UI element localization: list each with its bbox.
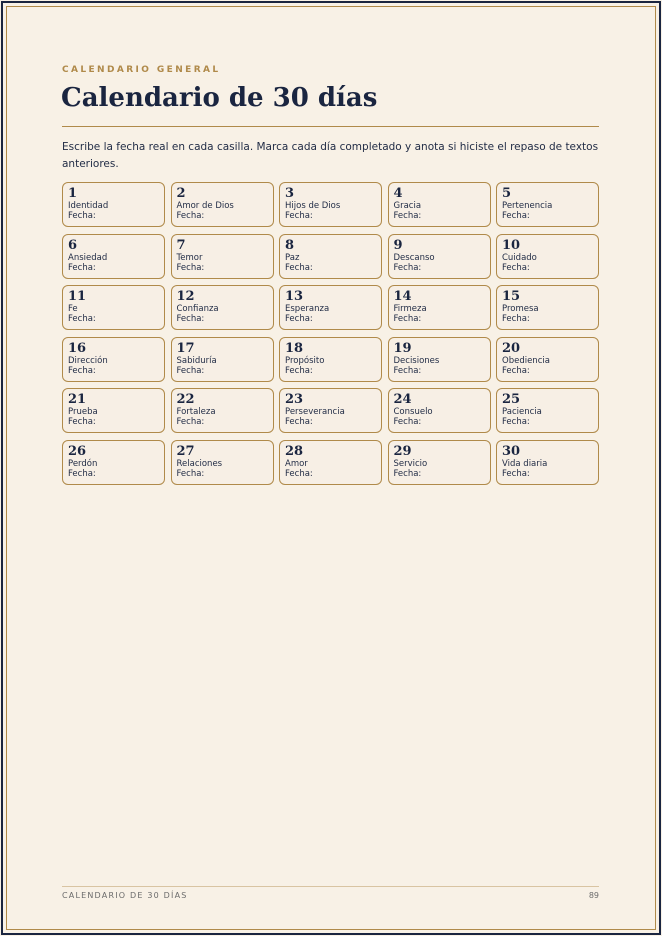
day-topic: Cuidado bbox=[502, 252, 537, 263]
day-number: 11 bbox=[68, 289, 87, 304]
day-date-label: Fecha: bbox=[393, 314, 422, 324]
day-date-label: Fecha: bbox=[393, 417, 422, 427]
day-cell[interactable] bbox=[171, 337, 274, 382]
day-cell[interactable] bbox=[279, 182, 382, 227]
day-number: 26 bbox=[68, 443, 87, 459]
day-topic: Vida diaria bbox=[502, 458, 548, 469]
page-number: 89 bbox=[588, 891, 599, 900]
day-topic: Perseverancia bbox=[285, 407, 345, 417]
day-topic: Confianza bbox=[176, 304, 219, 314]
calendar-grid bbox=[62, 182, 599, 485]
day-number: 21 bbox=[68, 392, 87, 407]
section-kicker: CALENDARIO GENERAL bbox=[62, 65, 221, 75]
day-number: 18 bbox=[285, 340, 304, 356]
day-cell[interactable] bbox=[279, 285, 382, 330]
day-cell[interactable] bbox=[279, 337, 382, 382]
day-date-label: Fecha: bbox=[285, 314, 313, 324]
intro-text: Escribe la fecha real en cada casilla. Marca cada día completado y anota si hiciste el repaso de textos anteriores. bbox=[62, 141, 599, 170]
day-topic: Obediencia bbox=[502, 355, 550, 366]
day-date-label: Fecha: bbox=[285, 468, 313, 479]
day-date-label: Fecha: bbox=[68, 314, 96, 324]
day-date-label: Fecha: bbox=[285, 417, 313, 427]
day-topic: Fe bbox=[68, 304, 78, 314]
day-cell[interactable] bbox=[62, 285, 165, 330]
day-cell[interactable] bbox=[496, 182, 599, 227]
day-number: 23 bbox=[285, 392, 304, 407]
day-cell[interactable] bbox=[62, 388, 165, 433]
day-number: 7 bbox=[176, 237, 186, 253]
day-topic: Gracia bbox=[393, 201, 422, 211]
day-number: 13 bbox=[285, 289, 304, 304]
day-topic: Esperanza bbox=[285, 304, 330, 314]
day-cell[interactable] bbox=[496, 440, 599, 485]
day-cell[interactable] bbox=[171, 388, 274, 433]
day-cell[interactable] bbox=[171, 440, 274, 485]
day-topic: Consuelo bbox=[393, 407, 433, 417]
day-date-label: Fecha: bbox=[68, 468, 96, 479]
day-date-label: Fecha: bbox=[176, 211, 205, 221]
day-date-label: Fecha: bbox=[176, 262, 205, 273]
day-number: 30 bbox=[502, 443, 521, 459]
day-date-label: Fecha: bbox=[502, 262, 530, 273]
day-number: 8 bbox=[285, 237, 295, 253]
day-number: 24 bbox=[393, 392, 412, 407]
day-cell[interactable] bbox=[388, 337, 491, 382]
day-topic: Dirección bbox=[68, 355, 108, 366]
day-number: 27 bbox=[176, 443, 195, 459]
day-date-label: Fecha: bbox=[285, 365, 313, 376]
day-date-label: Fecha: bbox=[176, 365, 205, 376]
day-number: 25 bbox=[502, 392, 521, 407]
title-divider bbox=[62, 126, 599, 127]
day-number: 1 bbox=[68, 186, 78, 201]
day-cell[interactable] bbox=[62, 234, 165, 279]
day-number: 14 bbox=[393, 289, 412, 304]
day-date-label: Fecha: bbox=[285, 262, 313, 273]
day-number: 19 bbox=[393, 340, 412, 356]
day-number: 12 bbox=[176, 289, 195, 304]
day-date-label: Fecha: bbox=[285, 211, 313, 221]
footer-title: CALENDARIO DE 30 DÍAS bbox=[62, 891, 188, 900]
day-topic: Relaciones bbox=[176, 458, 223, 469]
day-cell[interactable] bbox=[388, 285, 491, 330]
day-number: 10 bbox=[502, 237, 521, 253]
day-topic: Promesa bbox=[502, 304, 539, 314]
day-date-label: Fecha: bbox=[393, 211, 422, 221]
day-topic: Hijos de Dios bbox=[285, 201, 341, 211]
day-cell[interactable] bbox=[62, 337, 165, 382]
day-cell[interactable] bbox=[171, 285, 274, 330]
day-date-label: Fecha: bbox=[502, 314, 530, 324]
day-cell[interactable] bbox=[171, 234, 274, 279]
day-date-label: Fecha: bbox=[502, 211, 530, 221]
day-topic: Paz bbox=[285, 252, 300, 263]
day-topic: Pertenencia bbox=[502, 201, 553, 211]
day-topic: Prueba bbox=[68, 407, 98, 417]
day-number: 5 bbox=[502, 186, 512, 201]
day-cell[interactable] bbox=[279, 234, 382, 279]
day-cell[interactable] bbox=[388, 234, 491, 279]
day-topic: Perdón bbox=[68, 458, 98, 469]
day-topic: Ansiedad bbox=[68, 252, 108, 263]
day-cell[interactable] bbox=[62, 182, 165, 227]
day-number: 2 bbox=[176, 186, 186, 201]
day-number: 3 bbox=[285, 186, 295, 201]
day-date-label: Fecha: bbox=[176, 314, 205, 324]
day-topic: Decisiones bbox=[393, 355, 440, 366]
day-topic: Amor bbox=[285, 458, 308, 469]
day-number: 29 bbox=[393, 443, 412, 459]
day-topic: Temor bbox=[176, 252, 203, 263]
day-number: 4 bbox=[393, 186, 403, 201]
day-topic: Fortaleza bbox=[176, 407, 216, 417]
day-date-label: Fecha: bbox=[502, 365, 530, 376]
day-date-label: Fecha: bbox=[393, 262, 422, 273]
day-topic: Servicio bbox=[393, 458, 428, 469]
day-cell[interactable] bbox=[279, 388, 382, 433]
day-number: 17 bbox=[176, 340, 195, 356]
day-number: 15 bbox=[502, 289, 521, 304]
day-topic: Sabiduría bbox=[176, 355, 217, 366]
day-topic: Amor de Dios bbox=[176, 201, 234, 211]
day-date-label: Fecha: bbox=[68, 365, 96, 376]
day-topic: Firmeza bbox=[393, 304, 427, 314]
day-date-label: Fecha: bbox=[393, 365, 422, 376]
day-date-label: Fecha: bbox=[176, 468, 205, 479]
day-date-label: Fecha: bbox=[176, 417, 205, 427]
day-date-label: Fecha: bbox=[502, 417, 530, 427]
day-topic: Propósito bbox=[285, 355, 325, 366]
day-date-label: Fecha: bbox=[502, 468, 530, 479]
day-cell[interactable] bbox=[496, 285, 599, 330]
day-number: 6 bbox=[68, 237, 78, 253]
day-topic: Identidad bbox=[68, 201, 109, 211]
day-cell[interactable] bbox=[388, 182, 491, 227]
day-cell[interactable] bbox=[496, 234, 599, 279]
day-cell[interactable] bbox=[496, 388, 599, 433]
day-cell[interactable] bbox=[171, 182, 274, 227]
day-cell[interactable] bbox=[388, 388, 491, 433]
day-topic: Paciencia bbox=[502, 407, 542, 417]
day-number: 28 bbox=[285, 443, 304, 459]
day-date-label: Fecha: bbox=[68, 417, 96, 427]
day-date-label: Fecha: bbox=[68, 211, 96, 221]
day-cell[interactable] bbox=[496, 337, 599, 382]
day-number: 16 bbox=[68, 340, 87, 356]
day-cell[interactable] bbox=[62, 440, 165, 485]
day-number: 22 bbox=[176, 392, 195, 407]
day-cell[interactable] bbox=[388, 440, 491, 485]
day-date-label: Fecha: bbox=[68, 262, 96, 273]
day-number: 20 bbox=[502, 340, 521, 356]
day-date-label: Fecha: bbox=[393, 468, 422, 479]
footer-divider bbox=[62, 886, 599, 887]
day-topic: Descanso bbox=[393, 252, 435, 263]
day-cell[interactable] bbox=[279, 440, 382, 485]
page-title: Calendario de 30 días bbox=[61, 83, 378, 113]
day-number: 9 bbox=[393, 237, 403, 253]
